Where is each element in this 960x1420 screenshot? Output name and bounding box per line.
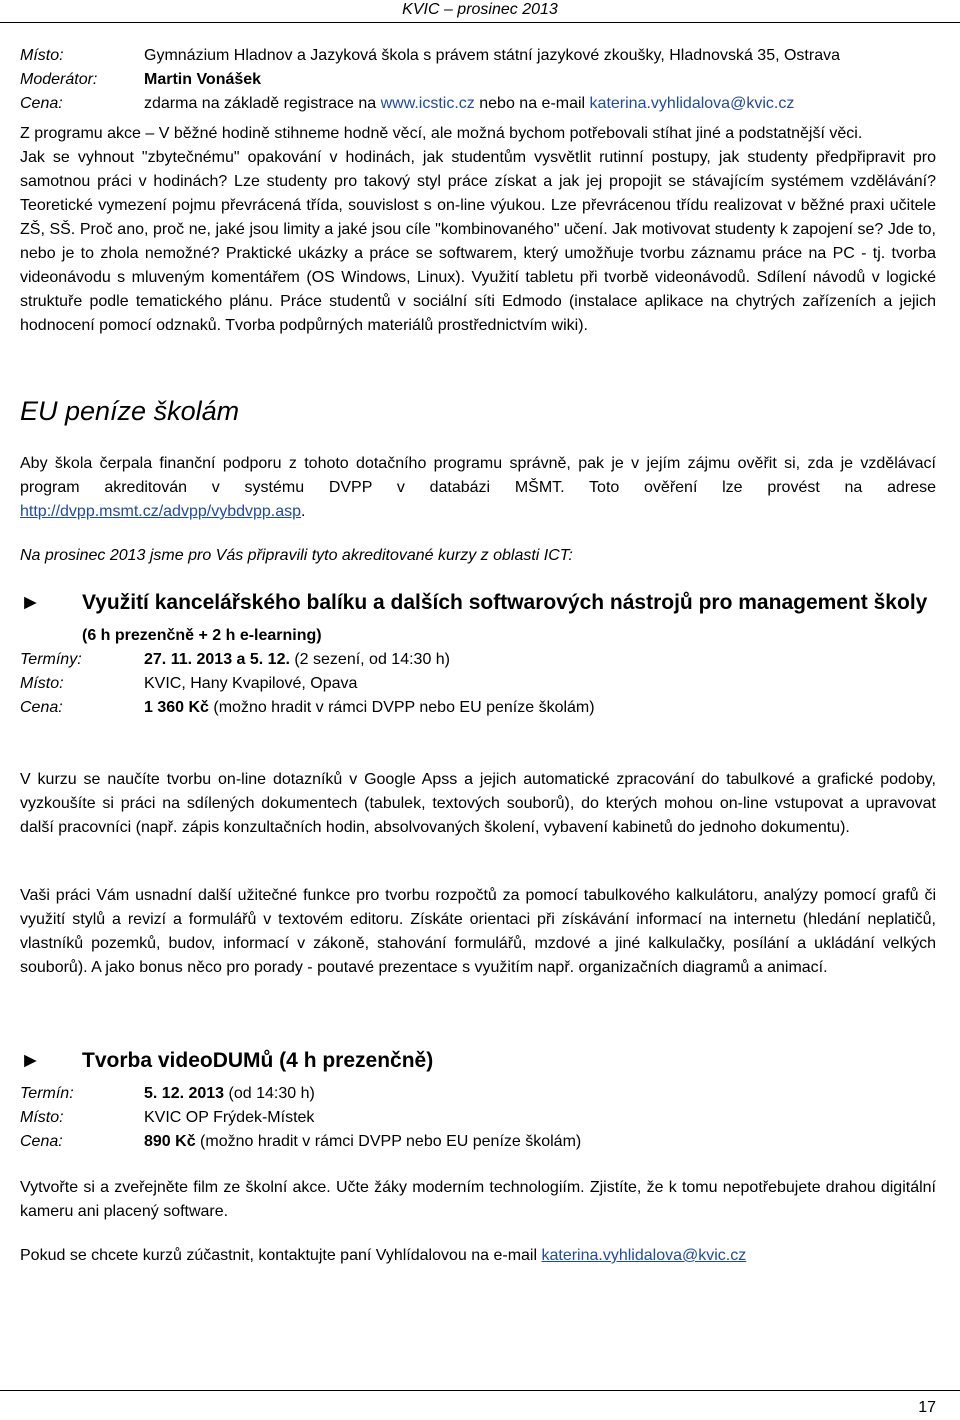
course1-para1: V kurzu se naučíte tvorbu on-line dotazníků v Google Apss a jejich automatické zpracování do tabulkové a grafické podoby, vyzkoušíte si práci na sdílených dokumentech (tabulek, textových souborů), do kterých mohou on-line vstupovat a upravovat další pracovníci (např. zápis konzultačních hodin, absolvovaných školení, vybavení kabinetů do jednoho dokumentu). — [20, 771, 936, 836]
course2-cena-row — [20, 1130, 936, 1154]
ict-intro: Na prosinec 2013 jsme pro Vás připravili tyto akreditované kurzy z oblasti ICT: — [20, 547, 573, 564]
misto-value: Gymnázium Hladnov a Jazyková škola s právem státní jazykové zkoušky, Hladnovská 35, Ostrava — [144, 47, 840, 64]
cena-price: 890 Kč — [144, 1133, 196, 1150]
cena-label: Cena: — [20, 1133, 63, 1150]
cena-prefix: zdarma na základě registrace na — [144, 95, 381, 112]
course1-title: Využití kancelářského balíku a dalších softwarových nástrojů pro management školy — [82, 591, 928, 614]
moderator-label: Moderátor: — [20, 71, 98, 88]
course1-para2: Vaši práci Vám usnadní další užitečné funkce pro tvorbu rozpočtů za pomocí tabulkového kalkulátoru, analýzy pomocí grafů či využití stylů a revizí a formulářů v textovém editoru. Získáte orientaci při získávání informací na internetu (hledání neplatičů, vlastníků pozemků, budov, informací v zákoně, stahování formulářů, mzdové a jiné kalkulačky, posílání a ukládání velkých souborů). A jako bonus něco pro porady - poutavé prezentace s využitím např. organizačních diagramů a animací. — [20, 887, 936, 976]
course1-cena-row — [20, 696, 936, 720]
terminy-label: Termíny: — [20, 651, 82, 668]
contact-text: Pokud se chcete kurzů zúčastnit, kontaktujte paní Vyhlídalovou na e-mail — [20, 1247, 542, 1264]
course2 — [20, 1046, 936, 1154]
eu-paragraph: Aby škola čerpala finanční podporu z tohoto dotačního programu správně, pak je v jejím zájmu ověřit si, zda je vzdělávací program akreditován v systému DVPP v databázi MŠMT. Toto ověření lze provést na adrese — [20, 455, 936, 496]
dvpp-link[interactable]: http://dvpp.msmt.cz/advpp/vybdvpp.asp — [20, 503, 302, 520]
cena-value — [144, 1130, 581, 1154]
misto-label: Místo: — [20, 675, 64, 692]
icstic-link[interactable]: www.icstic.cz — [380, 95, 475, 112]
termin-value — [144, 1082, 315, 1106]
course2-misto-row — [20, 1106, 936, 1130]
arrow-icon: ► — [20, 1049, 41, 1072]
misto-value: KVIC, Hany Kvapilové, Opava — [144, 675, 358, 692]
cena-value — [144, 92, 794, 116]
info-row-moderator — [20, 68, 936, 92]
misto-label: Místo: — [20, 1109, 64, 1126]
program-intro: Z programu akce – V běžné hodině stihneme hodně věcí, ale možná bychom potřebovali stíhat jiné a podstatnější věci. — [20, 125, 863, 142]
program-body: Jak se vyhnout "zbytečnému" opakování v hodinách, jak studentům vysvětlit rutinní postupy, jak studenty předpřipravit pro samotnou práci v hodinách? Lze studenty pro takový styl práce získat a jak jej propojit se stávajícím systémem vzdělávání? Teoretické vymezení pojmu převrácená třída, souvislost s on-line výukou. Lze převrácenou třídu realizovat v běžné praxi učitele ZŠ, SŠ. Proč ano, proč ne, jaké jsou limity a jaké jsou cíle "kombinovaného" učení. Jak motivovat studenty k zapojení se? Jde to, nebo je to zhola nemožné? Praktické ukázky a práce se softwarem, který umožňuje tvorbu záznamu práce na PC - tj. tvorba videonávodu s mluveným komentářem (OS Windows, Linux). Využití tabletu při tvorbě videonávodů. Sdílení návodů v logické struktuře podle tematického plánu. Práce studentů v sociální síti Edmodo (instalace aplikace na chytrých zařízeních a jejich hodnocení pomocí odznaků. Tvorba podpůrných materiálů prostřednictvím wiki). — [20, 149, 936, 334]
terminy-note: (2 sezení, od 14:30 h) — [289, 651, 451, 668]
termin-note: (od 14:30 h) — [224, 1085, 315, 1102]
event-info — [20, 44, 936, 116]
header-title: KVIC – prosinec 2013 — [402, 1, 558, 18]
email-link[interactable]: katerina.vyhlidalova@kvic.cz — [589, 95, 795, 112]
info-row-cena — [20, 92, 936, 116]
info-row-misto — [20, 44, 936, 68]
course1-terminy-row — [20, 648, 936, 672]
cena-note: (možno hradit v rámci DVPP nebo EU peníze školám) — [195, 1133, 582, 1150]
misto-label: Místo: — [20, 47, 64, 64]
course1 — [20, 588, 936, 720]
termin-label: Termín: — [20, 1085, 74, 1102]
footer-divider — [0, 1390, 960, 1391]
cena-note: (možno hradit v rámci DVPP nebo EU peníze školám) — [208, 699, 595, 716]
course2-para1: Vytvořte si a zveřejněte film ze školní akce. Učte žáky moderním technologiím. Zjistíte, že k tomu nepotřebujete drahou digitální kameru ani placený software. — [20, 1179, 936, 1220]
page-number: 17 — [918, 1399, 936, 1416]
contact-email-link[interactable]: katerina.vyhlidalova@kvic.cz — [541, 1247, 747, 1264]
misto-value: KVIC OP Frýdek-Místek — [144, 1109, 315, 1126]
course1-heading — [20, 588, 936, 618]
course2-heading — [20, 1046, 936, 1076]
cena-label: Cena: — [20, 699, 63, 716]
course2-title: Tvorba videoDUMů (4 h prezenčně) — [82, 1049, 434, 1072]
terminy-value — [144, 648, 450, 672]
contact-line — [20, 1244, 936, 1268]
termin-date: 5. 12. 2013 — [144, 1085, 225, 1102]
page-header — [0, 0, 960, 23]
cena-label: Cena: — [20, 95, 63, 112]
eu-section — [20, 394, 936, 428]
cena-mid: nebo na e-mail — [474, 95, 590, 112]
cena-price: 1 360 Kč — [144, 699, 209, 716]
eu-end: . — [301, 503, 306, 520]
program-section — [20, 122, 936, 338]
arrow-icon: ► — [20, 591, 41, 614]
moderator-value: Martin Vonášek — [144, 71, 262, 88]
eu-text — [20, 452, 936, 524]
terminy-dates: 27. 11. 2013 a 5. 12. — [144, 651, 290, 668]
cena-value — [144, 696, 595, 720]
course1-misto-row — [20, 672, 936, 696]
eu-title: EU peníze školám — [20, 396, 240, 426]
course1-hours: (6 h prezenčně + 2 h e-learning) — [82, 627, 322, 644]
course2-termin-row — [20, 1082, 936, 1106]
